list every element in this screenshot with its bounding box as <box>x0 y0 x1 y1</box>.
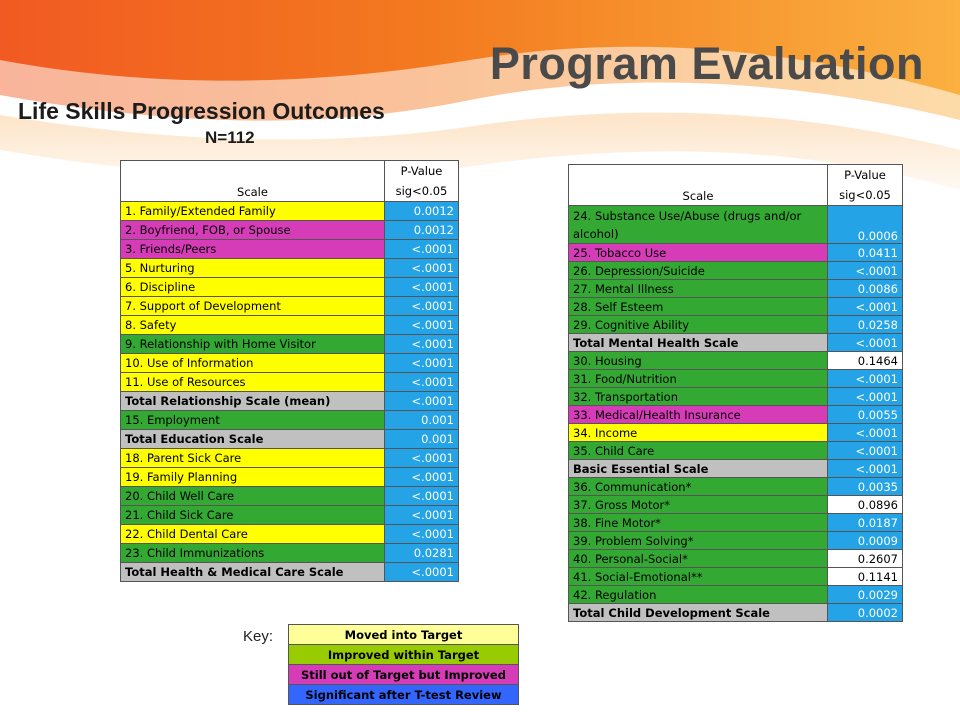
scale-cell: 9. Relationship with Home Visitor <box>121 335 385 354</box>
table-row <box>569 388 903 406</box>
pvalue-cell: 0.0029 <box>828 586 903 604</box>
pvalue-cell: 0.1141 <box>828 568 903 586</box>
table-row <box>569 370 903 388</box>
table-row <box>569 244 903 262</box>
pvalue-cell: <.0001 <box>385 506 459 525</box>
table-row <box>569 352 903 370</box>
header-pvalue <box>385 161 459 202</box>
scale-label: 24. Substance Use/Abuse (drugs and/or <box>573 208 802 223</box>
scale-cell: Total Relationship Scale (mean) <box>121 392 385 411</box>
color-key-table <box>288 624 519 705</box>
table-row <box>121 335 459 354</box>
pvalue-cell: 0.001 <box>385 430 459 449</box>
table-row <box>121 487 459 506</box>
scale-cell: 6. Discipline <box>121 278 385 297</box>
table-header-row <box>121 161 459 202</box>
slide-subtitle: Life Skills Progression Outcomes <box>18 98 385 124</box>
scale-label-line2: alcohol) <box>573 226 619 241</box>
pvalue-cell: <.0001 <box>385 297 459 316</box>
table-row <box>569 442 903 460</box>
pvalue-cell: 0.0035 <box>828 478 903 496</box>
table-row <box>569 206 903 244</box>
table-row <box>569 460 903 478</box>
pvalue-cell: 0.0055 <box>828 406 903 424</box>
table-row <box>121 430 459 449</box>
table-row <box>121 392 459 411</box>
pvalue-cell: 0.0012 <box>385 221 459 240</box>
scale-cell: 10. Use of Information <box>121 354 385 373</box>
slide-title: Program Evaluation <box>489 38 924 89</box>
scale-cell: 15. Employment <box>121 411 385 430</box>
table-row <box>569 424 903 442</box>
pvalue-cell: <.0001 <box>828 370 903 388</box>
scale-cell: 34. Income <box>569 424 828 442</box>
pvalue-cell: <.0001 <box>385 449 459 468</box>
pvalue-cell: 0.0086 <box>828 280 903 298</box>
scale-cell: 21. Child Sick Care <box>121 506 385 525</box>
table-row <box>569 478 903 496</box>
scale-cell: 23. Child Immunizations <box>121 544 385 563</box>
pvalue-cell: <.0001 <box>828 334 903 352</box>
scale-cell: 11. Use of Resources <box>121 373 385 392</box>
scale-cell: Total Education Scale <box>121 430 385 449</box>
header-pvalue-line1: P-Value <box>400 164 443 178</box>
key-row <box>289 665 519 685</box>
key-label: Key: <box>243 628 274 645</box>
pvalue-cell: 0.0258 <box>828 316 903 334</box>
key-significant-ttest: Significant after T-test Review <box>289 685 519 705</box>
key-improved-within-target: Improved within Target <box>289 645 519 665</box>
pvalue-cell: 0.001 <box>385 411 459 430</box>
scale-cell: 25. Tobacco Use <box>569 244 828 262</box>
pvalue-cell: 0.0411 <box>828 244 903 262</box>
scale-cell: 39. Problem Solving* <box>569 532 828 550</box>
pvalue-cell: 0.0009 <box>828 532 903 550</box>
header-pvalue-line1: P-Value <box>844 168 886 182</box>
scale-cell: 26. Depression/Suicide <box>569 262 828 280</box>
table-row <box>121 506 459 525</box>
pvalue-cell: <.0001 <box>385 392 459 411</box>
pvalue-cell: <.0001 <box>385 354 459 373</box>
scale-cell: Basic Essential Scale <box>569 460 828 478</box>
key-row <box>289 645 519 665</box>
pvalue-cell: <.0001 <box>385 259 459 278</box>
scale-cell: 40. Personal-Social* <box>569 550 828 568</box>
table-row <box>121 373 459 392</box>
table-row <box>121 297 459 316</box>
table-row <box>121 221 459 240</box>
table-row <box>569 604 903 622</box>
pvalue-cell: <.0001 <box>385 316 459 335</box>
table-row <box>121 354 459 373</box>
scale-cell: 35. Child Care <box>569 442 828 460</box>
table-row <box>569 316 903 334</box>
scale-cell: 8. Safety <box>121 316 385 335</box>
table-row <box>121 449 459 468</box>
scale-cell: Total Mental Health Scale <box>569 334 828 352</box>
pvalue-cell: <.0001 <box>385 373 459 392</box>
pvalue-cell: <.0001 <box>385 468 459 487</box>
scale-cell: 3. Friends/Peers <box>121 240 385 259</box>
pvalue-cell: <.0001 <box>385 525 459 544</box>
pvalue-cell: <.0001 <box>385 563 459 582</box>
pvalue-cell: <.0001 <box>828 442 903 460</box>
scale-cell: 36. Communication* <box>569 478 828 496</box>
pvalue-cell: <.0001 <box>828 424 903 442</box>
pvalue-cell: <.0001 <box>385 335 459 354</box>
table-row <box>569 532 903 550</box>
table-row <box>569 514 903 532</box>
scale-cell: 33. Medical/Health Insurance <box>569 406 828 424</box>
header-pvalue <box>828 165 903 206</box>
table-row <box>569 334 903 352</box>
pvalue-cell: <.0001 <box>828 262 903 280</box>
scale-cell: 28. Self Esteem <box>569 298 828 316</box>
scale-cell: 19. Family Planning <box>121 468 385 487</box>
table-row <box>569 280 903 298</box>
pvalue-cell: 0.0896 <box>828 496 903 514</box>
table-row <box>121 544 459 563</box>
table-row <box>569 586 903 604</box>
table-row <box>121 525 459 544</box>
left-outcomes-table <box>120 160 459 582</box>
key-row <box>289 625 519 645</box>
scale-cell: 42. Regulation <box>569 586 828 604</box>
header-pvalue-line2: sig<0.05 <box>839 188 891 202</box>
table-row <box>121 278 459 297</box>
scale-cell: 27. Mental Illness <box>569 280 828 298</box>
scale-cell: Total Health & Medical Care Scale <box>121 563 385 582</box>
table-row <box>569 550 903 568</box>
pvalue-cell: 0.0187 <box>828 514 903 532</box>
pvalue-cell: <.0001 <box>385 240 459 259</box>
table-row <box>121 202 459 221</box>
scale-cell: Total Child Development Scale <box>569 604 828 622</box>
table-row <box>569 568 903 586</box>
scale-cell: 38. Fine Motor* <box>569 514 828 532</box>
scale-cell: 32. Transportation <box>569 388 828 406</box>
scale-cell: 31. Food/Nutrition <box>569 370 828 388</box>
scale-cell: 18. Parent Sick Care <box>121 449 385 468</box>
pvalue-cell: <.0001 <box>385 487 459 506</box>
pvalue-cell: 0.0012 <box>385 202 459 221</box>
table-row <box>121 468 459 487</box>
scale-cell: 1. Family/Extended Family <box>121 202 385 221</box>
table-row <box>569 406 903 424</box>
pvalue-cell: 0.0281 <box>385 544 459 563</box>
scale-cell: 30. Housing <box>569 352 828 370</box>
right-outcomes-table <box>568 164 903 622</box>
pvalue-cell: 0.0002 <box>828 604 903 622</box>
table-row <box>121 316 459 335</box>
pvalue-cell: 0.2607 <box>828 550 903 568</box>
scale-cell <box>569 206 828 244</box>
key-moved-into-target: Moved into Target <box>289 625 519 645</box>
scale-cell: 41. Social-Emotional** <box>569 568 828 586</box>
table-row <box>569 496 903 514</box>
pvalue-cell: <.0001 <box>385 278 459 297</box>
header-pvalue-line2: sig<0.05 <box>395 184 448 198</box>
scale-cell: 5. Nurturing <box>121 259 385 278</box>
scale-cell: 37. Gross Motor* <box>569 496 828 514</box>
table-row <box>569 262 903 280</box>
pvalue-cell: <.0001 <box>828 298 903 316</box>
table-header-row <box>569 165 903 206</box>
pvalue-cell: <.0001 <box>828 460 903 478</box>
scale-cell: 2. Boyfriend, FOB, or Spouse <box>121 221 385 240</box>
sample-size: N=112 <box>205 128 255 147</box>
table-row <box>121 563 459 582</box>
table-row <box>121 240 459 259</box>
scale-cell: 29. Cognitive Ability <box>569 316 828 334</box>
header-scale: Scale <box>121 161 385 202</box>
table-row <box>569 298 903 316</box>
header-scale: Scale <box>569 165 828 206</box>
scale-cell: 20. Child Well Care <box>121 487 385 506</box>
scale-cell: 22. Child Dental Care <box>121 525 385 544</box>
pvalue-cell: 0.1464 <box>828 352 903 370</box>
key-still-out-of-target: Still out of Target but Improved <box>289 665 519 685</box>
table-row <box>121 259 459 278</box>
pvalue-cell: 0.0006 <box>828 206 903 244</box>
table-row <box>121 411 459 430</box>
scale-cell: 7. Support of Development <box>121 297 385 316</box>
key-row <box>289 685 519 705</box>
pvalue-cell: <.0001 <box>828 388 903 406</box>
